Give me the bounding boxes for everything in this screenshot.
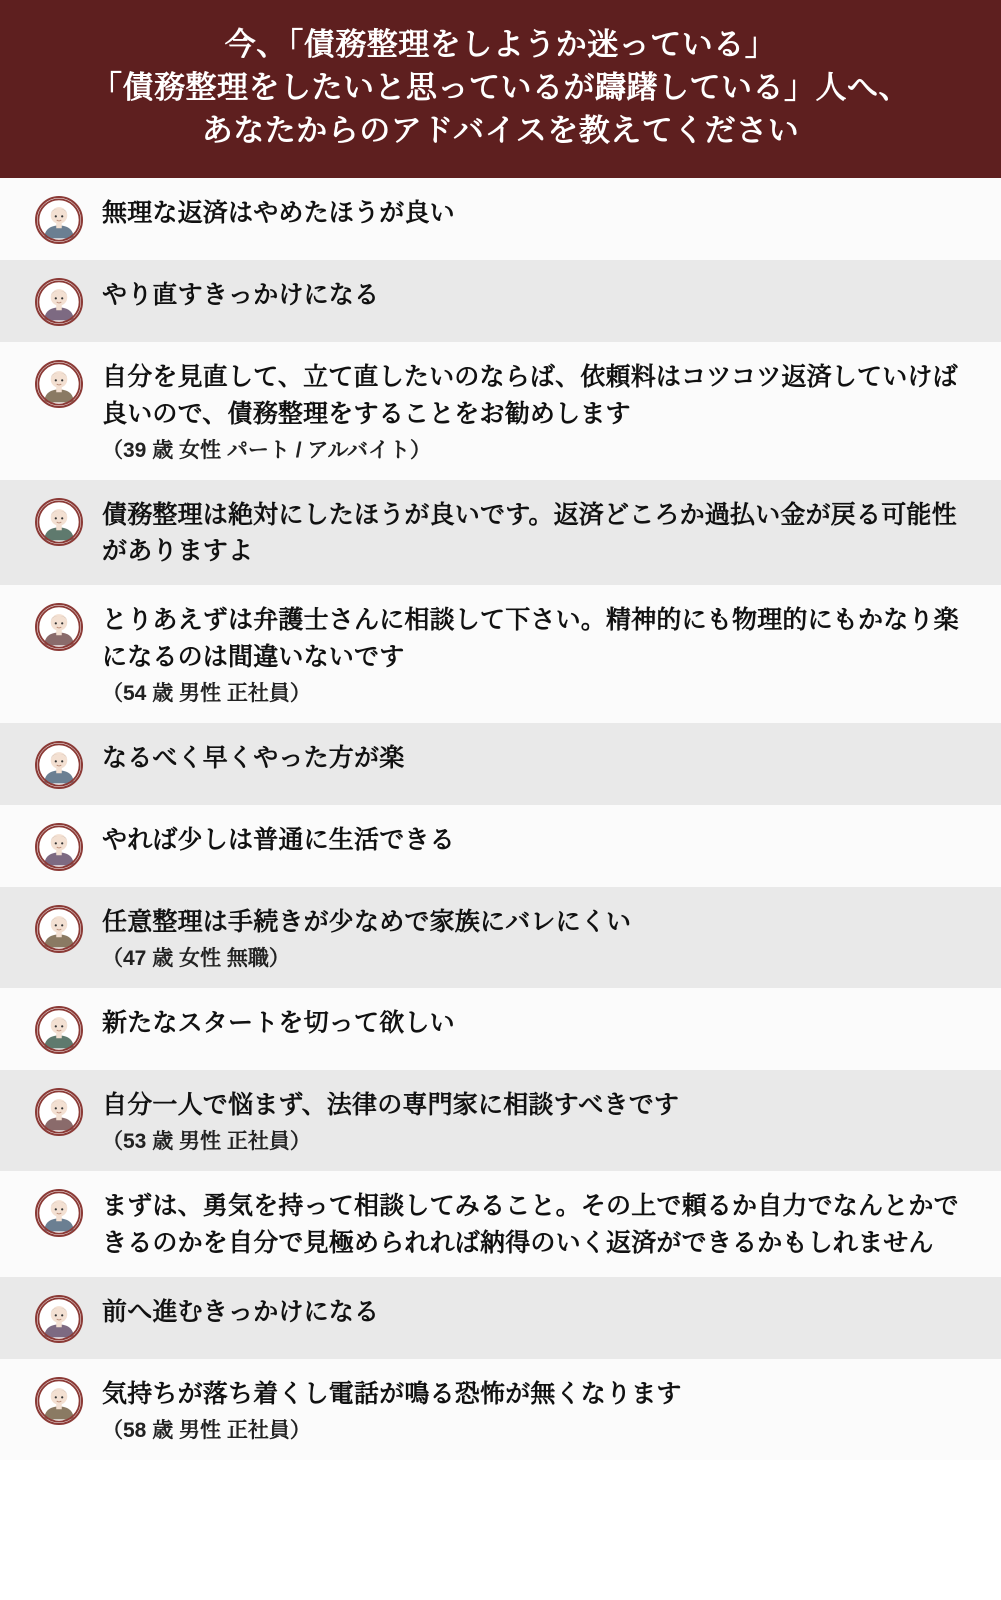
avatar-icon-male-2: [30, 276, 88, 326]
avatar-icon-male-3: [30, 601, 88, 651]
avatar-graphic: [35, 360, 83, 408]
avatar-icon-male-5: [30, 1004, 88, 1054]
header-line-3: あなたからのアドバイスを教えてください: [201, 112, 800, 148]
advice-row: [0, 1171, 1001, 1277]
advice-text: [88, 496, 981, 570]
avatar-icon-male-6: [30, 1086, 88, 1136]
advice-row: [0, 480, 1001, 586]
advice-row: [0, 178, 1001, 260]
advice-text: [88, 1293, 981, 1330]
avatar-graphic: [35, 1088, 83, 1136]
avatar-icon-male-4: [30, 739, 88, 789]
avatar-graphic: [35, 823, 83, 871]
avatar-graphic: [35, 498, 83, 546]
avatar-icon-male-7: [30, 1375, 88, 1425]
advice-list: [0, 178, 1001, 1460]
respondent-meta: （47 歳 女性 無職）: [102, 947, 290, 971]
avatar-icon-female-1: [30, 358, 88, 408]
advice-text: [88, 903, 981, 972]
respondent-meta: （54 歳 男性 正社員）: [102, 681, 311, 705]
advice-row: [0, 260, 1001, 342]
advice-row: [0, 988, 1001, 1070]
advice-row: [0, 723, 1001, 805]
advice-quote: 無理な返済はやめたほうが良い: [102, 199, 455, 228]
advice-quote: なるべく早くやった方が楽: [102, 743, 405, 772]
advice-quote: 任意整理は手続きが少なめで家族にバレにくい: [102, 907, 632, 936]
advice-quote: 前へ進むきっかけになる: [102, 1297, 380, 1326]
avatar-icon-female-4: [30, 903, 88, 953]
advice-text: [88, 358, 981, 464]
advice-text: [88, 1187, 981, 1261]
advice-quote: 新たなスタートを切って欲しい: [102, 1009, 455, 1038]
page-header: [0, 0, 1001, 178]
respondent-meta: （58 歳 男性 正社員）: [102, 1419, 311, 1443]
advice-text: [88, 1375, 981, 1444]
avatar-graphic: [35, 603, 83, 651]
advice-quote: 自分一人で悩まず、法律の専門家に相談すべきです: [102, 1091, 680, 1120]
header-line-1: 今、「債務整理をしようか迷っている」: [224, 27, 777, 62]
advice-row: [0, 887, 1001, 988]
advice-text: [88, 739, 981, 776]
advice-text: [88, 1086, 981, 1155]
advice-quote: やれば少しは普通に生活できる: [102, 825, 455, 854]
advice-row: [0, 805, 1001, 887]
advice-text: [88, 276, 981, 313]
avatar-graphic: [35, 1006, 83, 1054]
avatar-icon-male-1: [30, 194, 88, 244]
advice-text: [88, 194, 981, 231]
avatar-icon-female-5: [30, 1187, 88, 1237]
avatar-graphic: [35, 196, 83, 244]
advice-row: [0, 585, 1001, 723]
advice-row: [0, 1359, 1001, 1460]
advice-row: [0, 1070, 1001, 1171]
avatar-graphic: [35, 1189, 83, 1237]
avatar-icon-female-2: [30, 496, 88, 546]
avatar-graphic: [35, 278, 83, 326]
avatar-graphic: [35, 1295, 83, 1343]
advice-text: [88, 1004, 981, 1041]
advice-text: [88, 601, 981, 707]
avatar-icon-female-6: [30, 1293, 88, 1343]
advice-quote: とりあえずは弁護士さんに相談して下さい。精神的にも物理的にもかなり楽になるのは間違いないです: [102, 606, 959, 671]
advice-quote: 自分を見直して、立て直したいのならば、依頼料はコツコツ返済していけば良いので、債務整理をすることをお勧めします: [102, 363, 958, 428]
avatar-icon-female-3: [30, 821, 88, 871]
advice-quote: 気持ちが落ち着くし電話が鳴る恐怖が無くなります: [102, 1379, 682, 1408]
avatar-graphic: [35, 1377, 83, 1425]
advice-quote: 債務整理は絶対にしたほうが良いです。返済どころか過払い金が戻る可能性がありますよ: [102, 500, 957, 566]
advice-row: [0, 1277, 1001, 1359]
respondent-meta: （39 歳 女性 パート / アルバイト）: [102, 438, 432, 462]
advice-quote: やり直すきっかけになる: [102, 281, 380, 310]
respondent-meta: （53 歳 男性 正社員）: [102, 1130, 311, 1154]
advice-quote: まずは、勇気を持って相談してみること。その上で頼るか自力でなんとかできるのかを自分で見極められれば納得のいく返済ができるかもしれません: [102, 1192, 959, 1257]
avatar-graphic: [35, 905, 83, 953]
advice-row: [0, 342, 1001, 480]
avatar-graphic: [35, 741, 83, 789]
header-line-2: 「債務整理をしたいと思っているが躊躇している」人へ、: [91, 69, 910, 105]
advice-text: [88, 821, 981, 858]
